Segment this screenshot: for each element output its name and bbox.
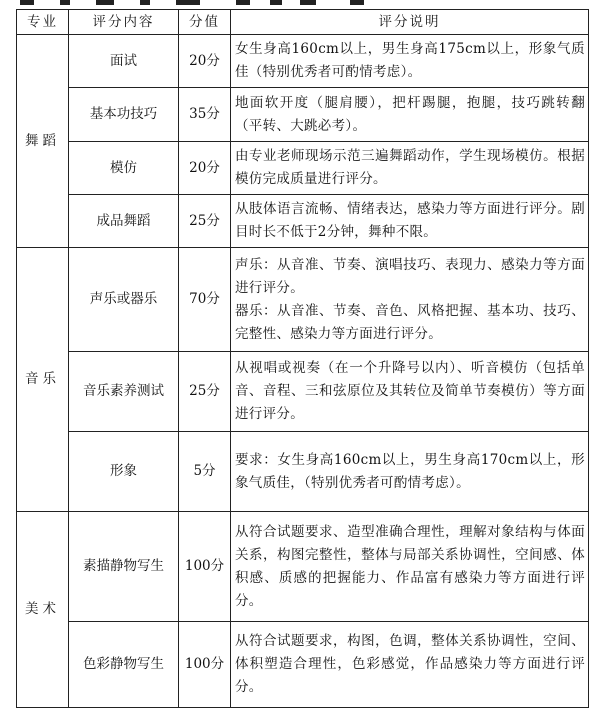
scoring-table — [16, 9, 589, 708]
score-cell: 20分 — [179, 142, 231, 195]
score-cell: 100分 — [179, 512, 231, 622]
score-cell: 25分 — [179, 195, 231, 248]
table-row — [17, 248, 589, 352]
header-major: 专业 — [17, 10, 69, 35]
desc-cell: 从符合试题要求、造型准确合理性，理解对象结构与体面关系，构图完整性，整体与局部关系协调性，空间感、体积感、质感的把握能力、作品富有感染力等方面进行评分。 — [231, 512, 589, 622]
header-score: 分值 — [179, 10, 231, 35]
desc-cell: 地面软开度（腿肩腰），把杆踢腿，抱腿，技巧跳转翻（平转、大跳必考）。 — [231, 88, 589, 142]
score-cell: 70分 — [179, 248, 231, 352]
item-cell: 模仿 — [69, 142, 179, 195]
major-dance: 舞蹈 — [17, 35, 69, 248]
desc-cell: 从符合试题要求，构图，色调，整体关系协调性，空间、体积塑造合理性，色彩感觉，作品感染力等方面进行评分。 — [231, 622, 589, 708]
table-row — [17, 88, 589, 142]
header-item: 评分内容 — [69, 10, 179, 35]
desc-vocal: 声乐：从音准、节奏、演唱技巧、表现力、感染力等方面进行评分。 — [235, 256, 585, 296]
major-music: 音乐 — [17, 248, 69, 512]
table-row — [17, 352, 589, 432]
table-row — [17, 142, 589, 195]
table-row — [17, 432, 589, 512]
score-cell: 100分 — [179, 622, 231, 708]
desc-cell: 从视唱或视奏（在一个升降号以内）、听音模仿（包括单音、音程、三和弦原位及其转位及简单节奏模仿）等方面进行评分。 — [231, 352, 589, 432]
item-cell: 声乐或器乐 — [69, 248, 179, 352]
score-cell: 5分 — [179, 432, 231, 512]
item-cell: 音乐素养测试 — [69, 352, 179, 432]
item-cell: 面试 — [69, 35, 179, 88]
desc-cell: 由专业老师现场示范三遍舞蹈动作，学生现场模仿。根据模仿完成质量进行评分。 — [231, 142, 589, 195]
score-cell: 25分 — [179, 352, 231, 432]
item-cell: 成品舞蹈 — [69, 195, 179, 248]
table-row — [17, 35, 589, 88]
score-cell: 35分 — [179, 88, 231, 142]
desc-cell: 要求：女生身高160cm以上，男生身高170cm以上，形象气质佳，（特别优秀者可酌情考虑）。 — [231, 432, 589, 512]
major-art: 美术 — [17, 512, 69, 708]
item-cell: 色彩静物写生 — [69, 622, 179, 708]
desc-cell: 从肢体语言流畅、情绪表达，感染力等方面进行评分。剧目时长不低于2分钟，舞种不限。 — [231, 195, 589, 248]
item-cell: 素描静物写生 — [69, 512, 179, 622]
desc-cell — [231, 248, 589, 352]
table-row — [17, 512, 589, 622]
table-row — [17, 622, 589, 708]
item-cell: 基本功技巧 — [69, 88, 179, 142]
table-row — [17, 195, 589, 248]
item-cell: 形象 — [69, 432, 179, 512]
desc-instrumental: 器乐：从音准、节奏、音色、风格把握、基本功、技巧、完整性、感染力等方面进行评分。 — [235, 302, 585, 342]
desc-cell: 女生身高160cm以上，男生身高175cm以上，形象气质佳（特别优秀者可酌情考虑）。 — [231, 35, 589, 88]
header-desc: 评分说明 — [231, 10, 589, 35]
score-cell: 20分 — [179, 35, 231, 88]
table-header-row — [17, 10, 589, 35]
